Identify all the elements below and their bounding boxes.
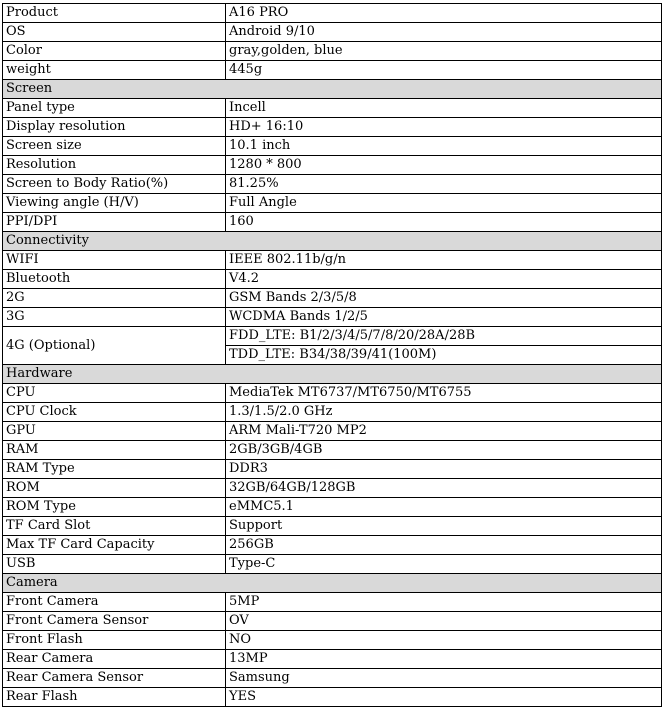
spec-label: OS <box>3 23 226 42</box>
spec-label: CPU Clock <box>3 403 226 422</box>
spec-value: 5MP <box>226 593 662 612</box>
spec-label: 4G (Optional) <box>3 327 226 365</box>
spec-value: YES <box>226 688 662 707</box>
spec-value: IEEE 802.11b/g/n <box>226 251 662 270</box>
spec-row <box>3 194 662 213</box>
spec-row <box>3 631 662 650</box>
spec-label: USB <box>3 555 226 574</box>
spec-value: 32GB/64GB/128GB <box>226 479 662 498</box>
spec-row <box>3 384 662 403</box>
section-header-row <box>3 80 662 99</box>
spec-label: Color <box>3 42 226 61</box>
spec-row <box>3 536 662 555</box>
spec-label: Rear Camera <box>3 650 226 669</box>
spec-row <box>3 517 662 536</box>
section-header-row <box>3 365 662 384</box>
spec-row <box>3 688 662 707</box>
spec-label: RAM Type <box>3 460 226 479</box>
spec-label: Viewing angle (H/V) <box>3 194 226 213</box>
section-title: Screen <box>3 80 662 99</box>
spec-value: 81.25% <box>226 175 662 194</box>
spec-label: Bluetooth <box>3 270 226 289</box>
spec-label: Product <box>3 4 226 23</box>
spec-value: Support <box>226 517 662 536</box>
spec-row <box>3 612 662 631</box>
spec-value: HD+ 16:10 <box>226 118 662 137</box>
spec-label: PPI/DPI <box>3 213 226 232</box>
spec-row <box>3 156 662 175</box>
spec-label: 2G <box>3 289 226 308</box>
spec-value: 1280 * 800 <box>226 156 662 175</box>
spec-row <box>3 61 662 80</box>
spec-label: Front Flash <box>3 631 226 650</box>
spec-row <box>3 4 662 23</box>
spec-value: Android 9/10 <box>226 23 662 42</box>
spec-label: RAM <box>3 441 226 460</box>
spec-value: GSM Bands 2/3/5/8 <box>226 289 662 308</box>
spec-label: weight <box>3 61 226 80</box>
section-header-row <box>3 574 662 593</box>
spec-value: 1.3/1.5/2.0 GHz <box>226 403 662 422</box>
spec-row <box>3 669 662 688</box>
spec-value: NO <box>226 631 662 650</box>
spec-label: Front Camera <box>3 593 226 612</box>
spec-row <box>3 460 662 479</box>
spec-value: WCDMA Bands 1/2/5 <box>226 308 662 327</box>
spec-value: ARM Mali-T720 MP2 <box>226 422 662 441</box>
spec-value: Samsung <box>226 669 662 688</box>
spec-value: Incell <box>226 99 662 118</box>
spec-value: FDD_LTE: B1/2/3/4/5/7/8/20/28A/28B <box>226 327 662 346</box>
spec-label: GPU <box>3 422 226 441</box>
spec-value: 160 <box>226 213 662 232</box>
section-header-row <box>3 232 662 251</box>
spec-value: 445g <box>226 61 662 80</box>
spec-row <box>3 213 662 232</box>
spec-row <box>3 118 662 137</box>
spec-row <box>3 650 662 669</box>
spec-table <box>2 3 662 707</box>
spec-label: ROM <box>3 479 226 498</box>
spec-row <box>3 289 662 308</box>
spec-label: Display resolution <box>3 118 226 137</box>
spec-value: V4.2 <box>226 270 662 289</box>
spec-label: Panel type <box>3 99 226 118</box>
spec-row <box>3 308 662 327</box>
spec-value: Type-C <box>226 555 662 574</box>
spec-value: 13MP <box>226 650 662 669</box>
spec-label: WIFI <box>3 251 226 270</box>
spec-row <box>3 42 662 61</box>
spec-row <box>3 23 662 42</box>
spec-label: Front Camera Sensor <box>3 612 226 631</box>
spec-row <box>3 403 662 422</box>
spec-label: Rear Camera Sensor <box>3 669 226 688</box>
spec-label: ROM Type <box>3 498 226 517</box>
spec-label: Rear Flash <box>3 688 226 707</box>
spec-row <box>3 251 662 270</box>
section-title: Hardware <box>3 365 662 384</box>
spec-label: 3G <box>3 308 226 327</box>
spec-label: Screen to Body Ratio(%) <box>3 175 226 194</box>
spec-label: Max TF Card Capacity <box>3 536 226 555</box>
spec-value: A16 PRO <box>226 4 662 23</box>
spec-row <box>3 441 662 460</box>
spec-row <box>3 555 662 574</box>
spec-row <box>3 175 662 194</box>
spec-table-body <box>3 4 662 707</box>
spec-value: Full Angle <box>226 194 662 213</box>
spec-value: eMMC5.1 <box>226 498 662 517</box>
spec-value: MediaTek MT6737/MT6750/MT6755 <box>226 384 662 403</box>
section-title: Camera <box>3 574 662 593</box>
spec-value: OV <box>226 612 662 631</box>
spec-row <box>3 327 662 346</box>
spec-row <box>3 593 662 612</box>
spec-row <box>3 422 662 441</box>
spec-value: 10.1 inch <box>226 137 662 156</box>
spec-label: TF Card Slot <box>3 517 226 536</box>
spec-row <box>3 270 662 289</box>
spec-value: DDR3 <box>226 460 662 479</box>
spec-label: CPU <box>3 384 226 403</box>
spec-row <box>3 479 662 498</box>
spec-value: 2GB/3GB/4GB <box>226 441 662 460</box>
spec-value: TDD_LTE: B34/38/39/41(100M) <box>226 346 662 365</box>
section-title: Connectivity <box>3 232 662 251</box>
spec-row <box>3 137 662 156</box>
spec-label: Screen size <box>3 137 226 156</box>
spec-row <box>3 498 662 517</box>
spec-value: gray,golden, blue <box>226 42 662 61</box>
spec-value: 256GB <box>226 536 662 555</box>
spec-row <box>3 99 662 118</box>
spec-label: Resolution <box>3 156 226 175</box>
